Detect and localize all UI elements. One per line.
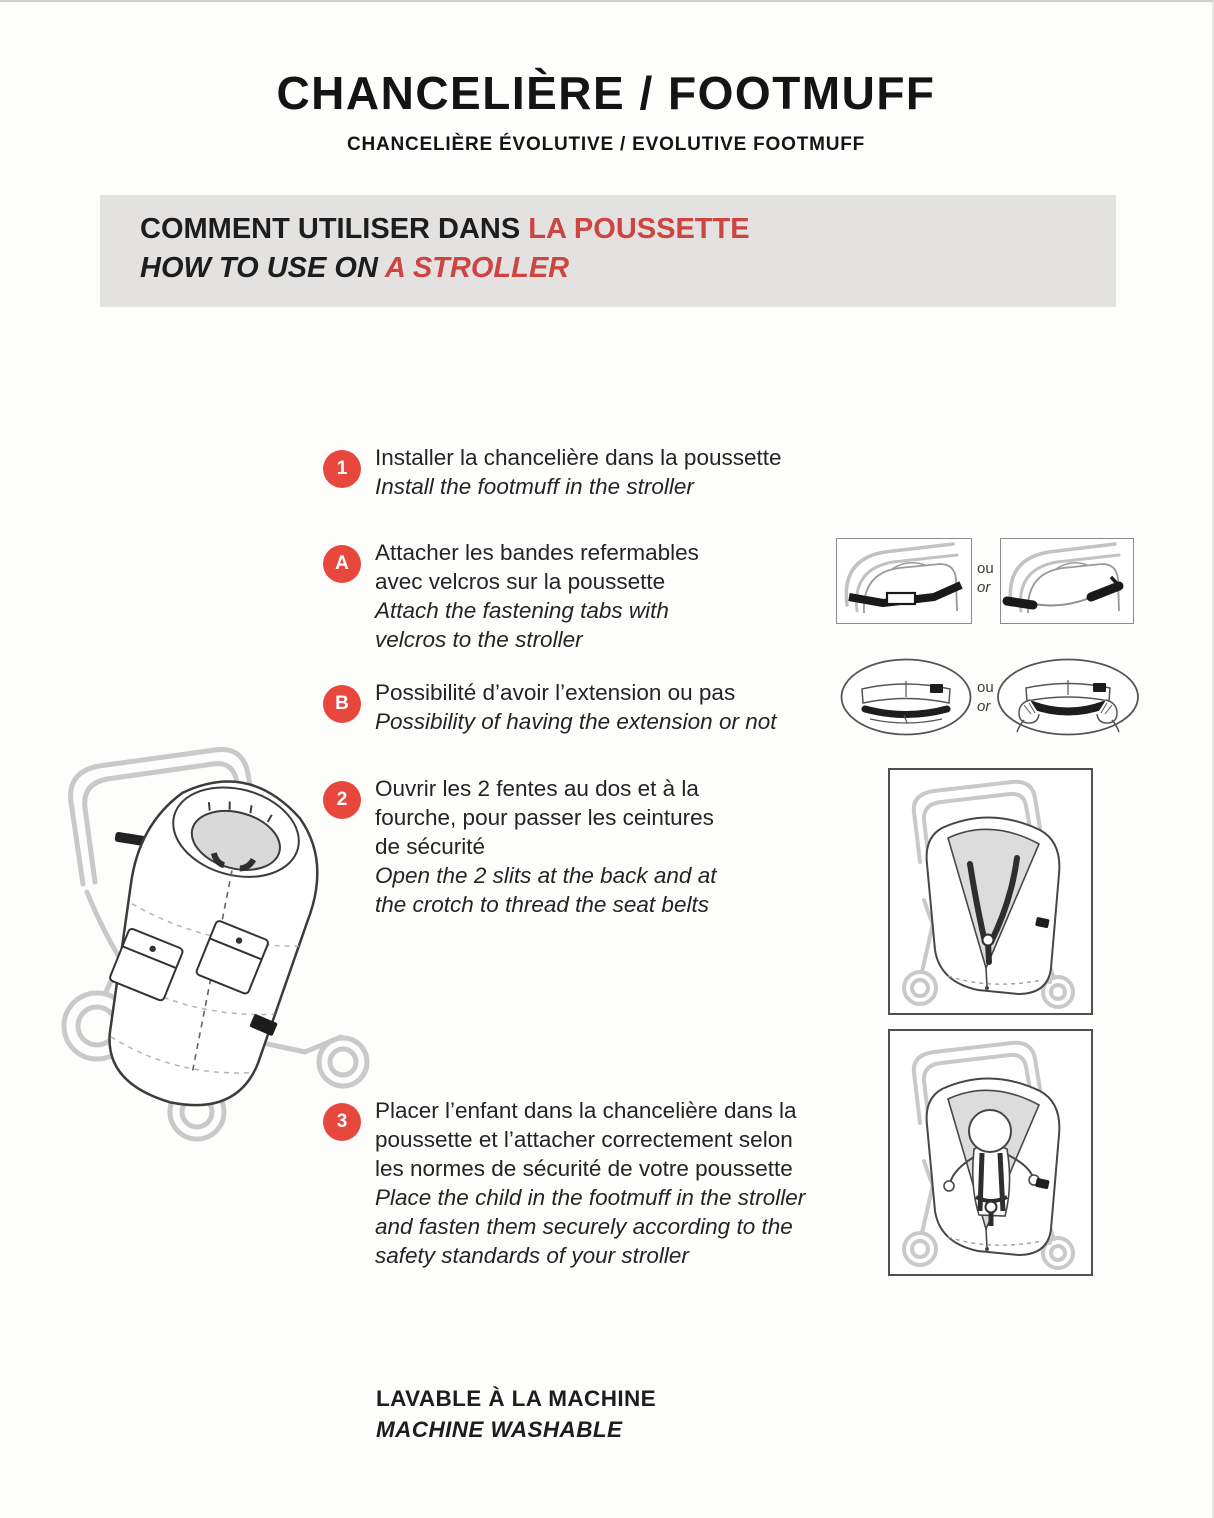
step-1-en: Install the footmuff in the stroller bbox=[375, 474, 694, 499]
step-2-en-2: the crotch to thread the seat belts bbox=[375, 892, 709, 917]
velcro-tab-option2-illustration bbox=[1000, 538, 1134, 624]
step-2-fr-2: fourche, pour passer les ceintures bbox=[375, 805, 714, 830]
step-a-en-2: velcros to the stroller bbox=[375, 627, 583, 652]
step-2-fr-1: Ouvrir les 2 fentes au dos et à la bbox=[375, 776, 699, 801]
extension-removed-illustration bbox=[996, 658, 1140, 737]
step-2-badge: 2 bbox=[323, 781, 361, 819]
washing-note bbox=[376, 1383, 656, 1445]
banner-line-en bbox=[140, 249, 1116, 288]
step-1-badge: 1 bbox=[323, 450, 361, 488]
step-1 bbox=[323, 443, 782, 501]
step-1-fr: Installer la chancelière dans la poussette bbox=[375, 445, 782, 470]
page-subtitle: CHANCELIÈRE ÉVOLUTIVE / EVOLUTIVE FOOTMUFF bbox=[346, 134, 866, 155]
step-3-en-3: safety standards of your stroller bbox=[375, 1243, 689, 1268]
washing-note-en: MACHINE WASHABLE bbox=[376, 1417, 623, 1442]
velcro-strap-across-backrest-icon bbox=[837, 539, 969, 621]
step-a-en-1: Attach the fastening tabs with bbox=[375, 598, 669, 623]
velcro-tab-option1-illustration bbox=[836, 538, 972, 624]
washing-note-fr: LAVABLE À LA MACHINE bbox=[376, 1386, 657, 1411]
step-3-en-1: Place the child in the footmuff in the stroller bbox=[375, 1185, 806, 1210]
banner-line-fr bbox=[140, 210, 1116, 249]
banner-fr-highlight: LA POUSSETTE bbox=[528, 213, 750, 245]
child-fastened-illustration bbox=[888, 1029, 1093, 1276]
velcro-straps-on-frame-sides-icon bbox=[1001, 539, 1131, 621]
hands-detaching-extension-icon bbox=[996, 658, 1140, 737]
open-footmuff-seatbelts-icon bbox=[890, 770, 1091, 1013]
footmuff-extension-zipped-icon bbox=[840, 658, 974, 737]
step-2-fr-3: de sécurité bbox=[375, 834, 486, 859]
step-2-en-1: Open the 2 slits at the back and at bbox=[375, 863, 717, 888]
footmuff-in-stroller-icon bbox=[45, 722, 397, 1146]
section-banner bbox=[100, 195, 1116, 307]
banner-fr-prefix: COMMENT UTILISER DANS bbox=[140, 213, 529, 245]
step-a-badge: A bbox=[323, 545, 361, 583]
extension-attached-illustration bbox=[840, 658, 974, 737]
step-3-en-2: and fasten them securely according to the bbox=[375, 1214, 793, 1239]
step-b-fr: Possibilité d’avoir l’extension ou pas bbox=[375, 680, 736, 705]
banner-en-prefix: HOW TO USE ON bbox=[140, 252, 385, 284]
step-a bbox=[323, 538, 699, 654]
page-title: CHANCELIÈRE / FOOTMUFF bbox=[276, 67, 936, 119]
step-b-en: Possibility of having the extension or not bbox=[375, 709, 777, 734]
step-a-fr-2: avec velcros sur la poussette bbox=[375, 569, 666, 594]
step-3-fr-2: poussette et l’attacher correctement selon bbox=[375, 1127, 793, 1152]
step-3-fr-1: Placer l’enfant dans la chancelière dans la bbox=[375, 1098, 797, 1123]
footmuff-in-stroller-illustration bbox=[45, 722, 397, 1146]
or-label-b: ou or bbox=[977, 679, 994, 715]
child-in-footmuff-icon bbox=[890, 1031, 1091, 1274]
step-3-badge: 3 bbox=[323, 1103, 361, 1141]
step-a-fr-1: Attacher les bandes refermables bbox=[375, 540, 699, 565]
step-b-badge: B bbox=[323, 685, 361, 723]
step-3-fr-3: les normes de sécurité de votre poussette bbox=[375, 1156, 793, 1181]
banner-en-highlight: A STROLLER bbox=[384, 252, 570, 284]
open-slits-illustration bbox=[888, 768, 1093, 1015]
or-label-a: ou or bbox=[977, 560, 994, 596]
